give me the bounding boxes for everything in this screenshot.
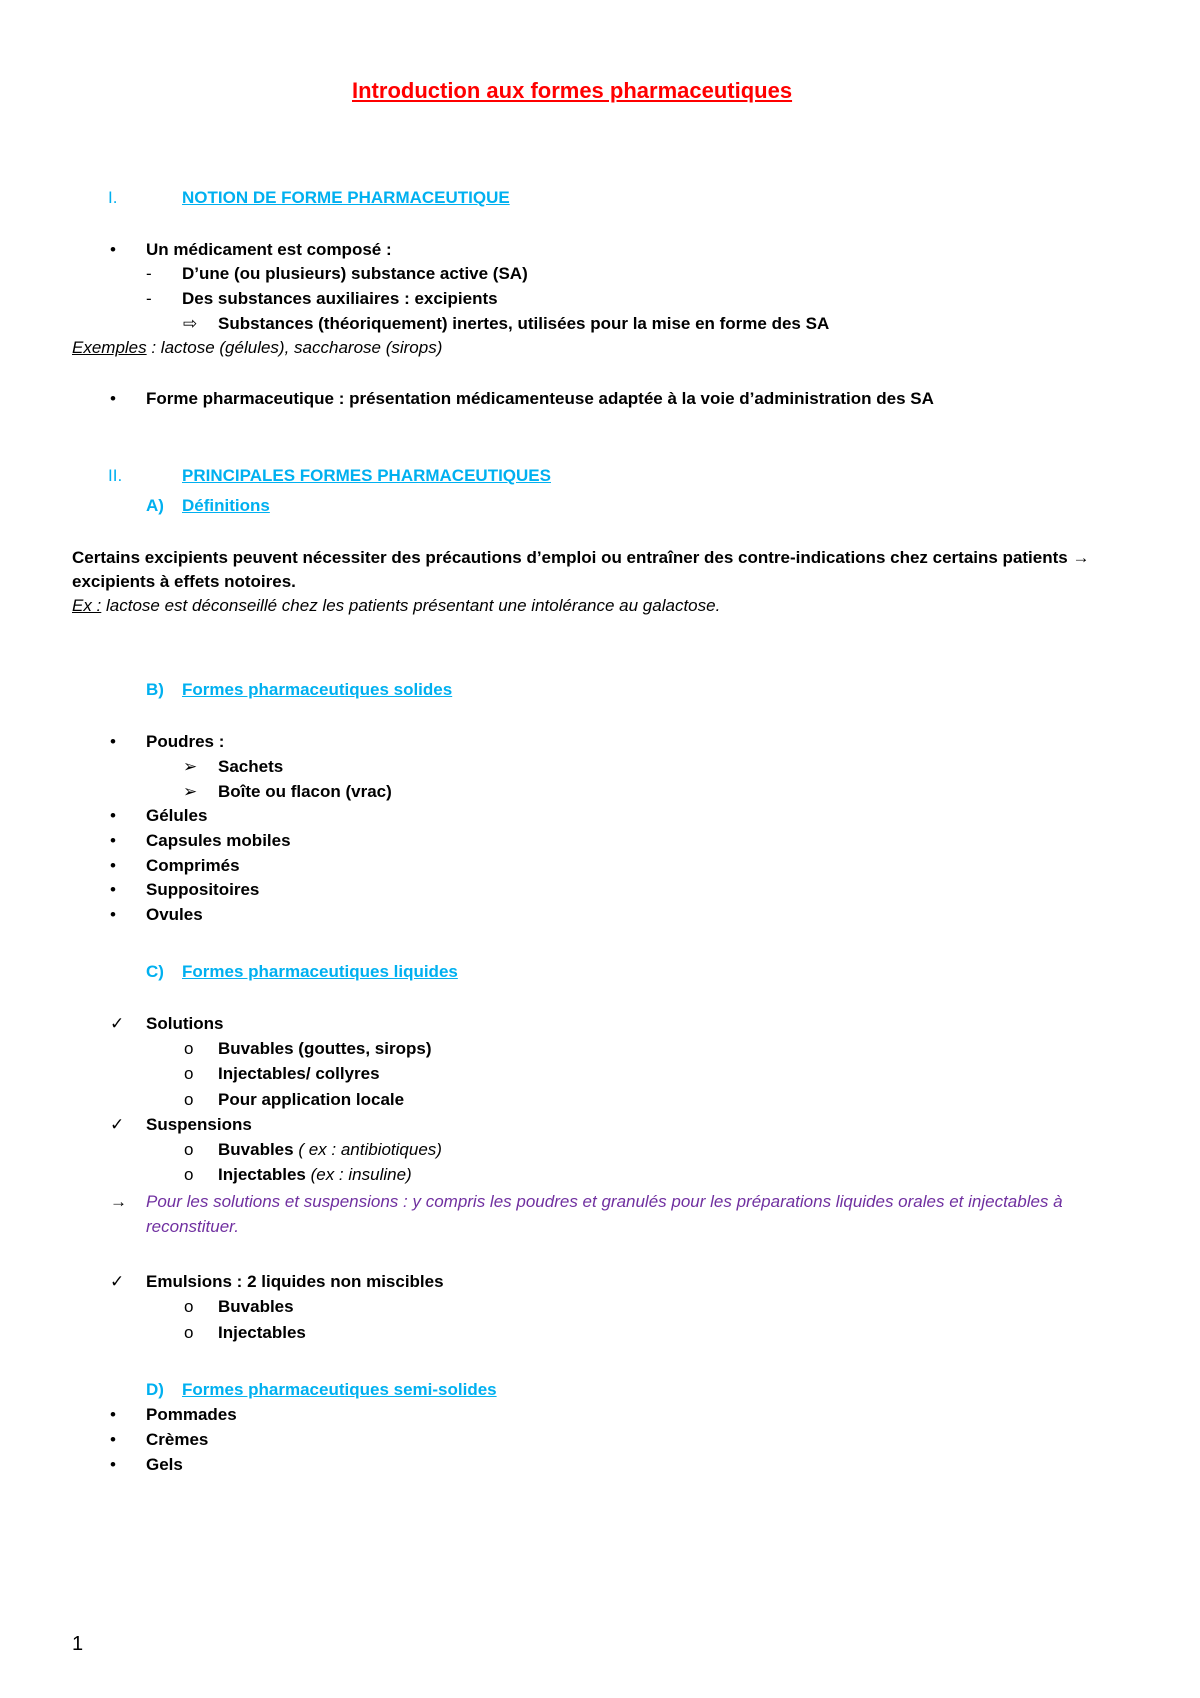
- circle-bullet-icon: o: [184, 1297, 194, 1316]
- examples-line: [72, 336, 442, 360]
- excipients-paragraph-line2: excipients à effets notoires.: [72, 572, 296, 591]
- bullet-icon: •: [110, 1405, 116, 1424]
- composition-item-excipients: Des substances auxiliaires : excipients: [182, 289, 498, 308]
- list-item: Buvables: [218, 1297, 294, 1316]
- circle-bullet-icon: o: [184, 1165, 194, 1184]
- subsection-b-letter: B): [146, 680, 164, 699]
- list-item: Pour application locale: [218, 1090, 405, 1109]
- checkmark-icon: ✓: [110, 1014, 125, 1033]
- list-item: [218, 1163, 412, 1187]
- circle-bullet-icon: o: [184, 1039, 194, 1058]
- subsection-d-letter: D): [146, 1380, 164, 1399]
- list-item: Capsules mobiles: [146, 831, 291, 850]
- circle-bullet-icon: o: [184, 1140, 194, 1159]
- composition-intro: Un médicament est composé :: [146, 240, 392, 259]
- hollow-arrow-icon: ⇨: [183, 314, 198, 333]
- list-item: Sachets: [218, 757, 284, 776]
- subsection-b-title: Formes pharmaceutiques solides: [182, 680, 453, 699]
- bullet-icon: •: [110, 389, 116, 408]
- bullet-icon: •: [110, 905, 116, 924]
- circle-bullet-icon: o: [184, 1323, 194, 1342]
- bullet-icon: •: [110, 240, 116, 259]
- bullet-icon: •: [110, 732, 116, 751]
- list-item: Ovules: [146, 905, 203, 924]
- subsection-a-letter: A): [146, 496, 164, 515]
- subsection-c-title: Formes pharmaceutiques liquides: [182, 962, 458, 981]
- arrowhead-bullet-icon: ➢: [183, 757, 198, 776]
- subsection-d-title: Formes pharmaceutiques semi-solides: [182, 1380, 497, 1399]
- section-2-numeral: II.: [108, 466, 123, 485]
- list-item-bold: Buvables: [218, 1140, 294, 1159]
- subsection-a-title: Définitions: [182, 496, 270, 515]
- bullet-icon: •: [110, 856, 116, 875]
- list-item-emulsions: Emulsions : 2 liquides non miscibles: [146, 1272, 444, 1291]
- list-item-note: ( ex : antibiotiques): [293, 1140, 442, 1159]
- list-item: Injectables: [218, 1323, 306, 1342]
- section-1-numeral: I.: [108, 188, 118, 207]
- list-item: Comprimés: [146, 856, 240, 875]
- list-item: Pommades: [146, 1405, 237, 1424]
- list-item-poudres: Poudres :: [146, 732, 225, 751]
- checkmark-icon: ✓: [110, 1115, 125, 1134]
- note-line1: Pour les solutions et suspensions : y compris les poudres et granulés pour les préparations liquides orales et injectables à: [146, 1192, 1063, 1211]
- excipients-paragraph-line1: [72, 546, 1089, 570]
- examples-text: : lactose (gélules), saccharose (sirops): [146, 338, 443, 357]
- page-number: 1: [72, 1633, 84, 1655]
- list-item: Gels: [146, 1455, 183, 1474]
- subsection-c-letter: C): [146, 962, 164, 981]
- list-item-bold: Injectables: [218, 1165, 306, 1184]
- document-title: Introduction aux formes pharmaceutiques: [352, 78, 793, 103]
- right-arrow-icon: →: [1072, 548, 1090, 567]
- circle-bullet-icon: o: [184, 1064, 194, 1083]
- section-1-heading: NOTION DE FORME PHARMACEUTIQUE: [182, 188, 510, 207]
- bullet-icon: •: [110, 831, 116, 850]
- example-line: [72, 594, 720, 618]
- composition-item-active: D’une (ou plusieurs) substance active (SA): [182, 264, 528, 283]
- list-item: Crèmes: [146, 1430, 209, 1449]
- excipients-definition: Substances (théoriquement) inertes, utilisées pour la mise en forme des SA: [218, 314, 830, 333]
- list-item-note: (ex : insuline): [305, 1165, 412, 1184]
- bullet-icon: •: [110, 806, 116, 825]
- bullet-icon: •: [110, 1430, 116, 1449]
- checkmark-icon: ✓: [110, 1272, 125, 1291]
- bullet-icon: •: [110, 1455, 116, 1474]
- list-item-suspensions: Suspensions: [146, 1115, 252, 1134]
- section-2-heading: PRINCIPALES FORMES PHARMACEUTIQUES: [182, 466, 551, 485]
- list-item: [218, 1138, 442, 1162]
- example-text: lactose est déconseillé chez les patients présentant une intolérance au galactose.: [101, 596, 721, 615]
- right-arrow-icon: →: [110, 1192, 127, 1211]
- examples-label: Exemples: [72, 338, 147, 357]
- circle-bullet-icon: o: [184, 1090, 194, 1109]
- list-item: Buvables (gouttes, sirops): [218, 1039, 432, 1058]
- list-item: Gélules: [146, 806, 208, 825]
- bullet-icon: •: [110, 880, 116, 899]
- list-item: Boîte ou flacon (vrac): [218, 782, 392, 801]
- list-item: Suppositoires: [146, 880, 260, 899]
- arrowhead-bullet-icon: ➢: [183, 782, 198, 801]
- example-label: Ex :: [72, 596, 102, 615]
- forme-pharmaceutique-definition: Forme pharmaceutique : présentation médicamenteuse adaptée à la voie d’administration des SA: [146, 389, 934, 408]
- paragraph-text: Certains excipients peuvent nécessiter des précautions d’emploi ou entraîner des contre-indications chez certains patients: [72, 548, 1068, 567]
- dash-icon: -: [146, 289, 152, 308]
- list-item-solutions: Solutions: [146, 1014, 224, 1033]
- list-item: Injectables/ collyres: [218, 1064, 380, 1083]
- note-line2: reconstituer.: [146, 1217, 239, 1236]
- dash-icon: -: [146, 264, 152, 283]
